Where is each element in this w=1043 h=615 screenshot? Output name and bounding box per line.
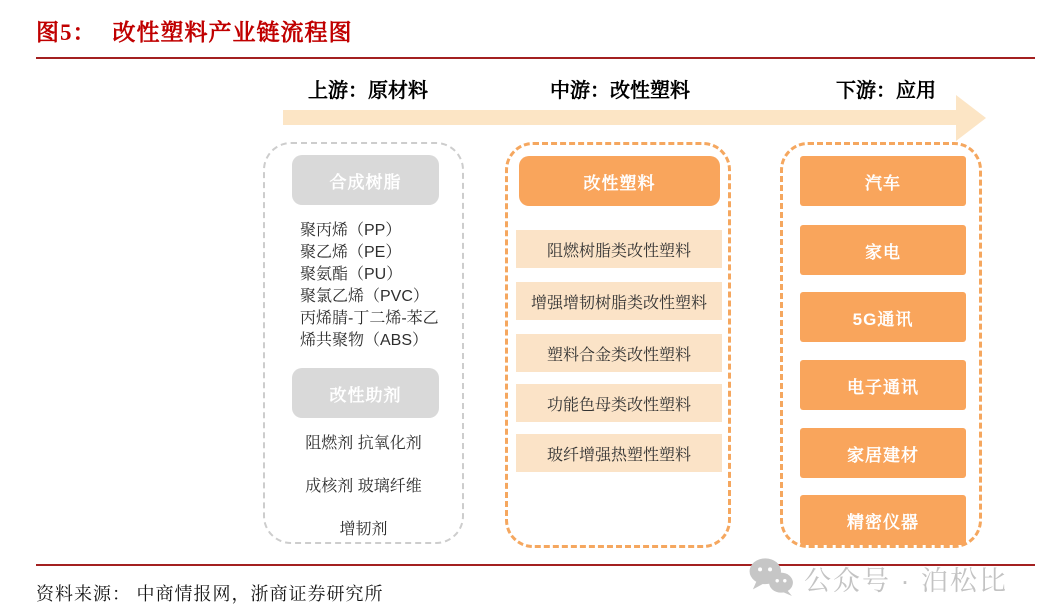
additive-list bbox=[265, 430, 462, 559]
source-attribution: 资料来源： 中商情报网，浙商证券研究所 bbox=[36, 584, 384, 604]
list-item: 聚乙烯（PE） bbox=[300, 244, 402, 261]
flow-arrow-head bbox=[956, 95, 986, 141]
list-item: 丙烯腈-丁二烯-苯乙 bbox=[300, 310, 439, 327]
downstream-item: 5G通讯 bbox=[800, 292, 966, 342]
figure-title-text: 改性塑料产业链流程图 bbox=[112, 20, 353, 45]
upstream-group-synthetic-resin: 合成树脂 bbox=[292, 155, 439, 205]
top-divider bbox=[36, 57, 1035, 59]
flow-arrow bbox=[283, 110, 956, 125]
watermark bbox=[748, 556, 1008, 601]
midstream-container bbox=[505, 142, 731, 548]
downstream-item: 电子通讯 bbox=[800, 360, 966, 410]
downstream-item: 家居建材 bbox=[800, 428, 966, 478]
midstream-item: 塑料合金类改性塑料 bbox=[516, 334, 722, 372]
upstream-container bbox=[263, 142, 464, 544]
watermark-text: 公众号 · 泊松比 bbox=[804, 566, 1008, 596]
midstream-item: 玻纤增强热塑性塑料 bbox=[516, 434, 722, 472]
list-item: 增韧剂 bbox=[339, 521, 388, 538]
figure-number: 图5： bbox=[36, 20, 97, 45]
figure-title bbox=[36, 14, 353, 47]
wechat-icon bbox=[748, 556, 794, 601]
list-item: 阻燃剂 抗氧化剂 bbox=[305, 435, 422, 452]
downstream-item: 家电 bbox=[800, 225, 966, 275]
upstream-group-additives: 改性助剂 bbox=[292, 368, 439, 418]
header-downstream: 下游：应用 bbox=[836, 80, 936, 102]
downstream-item: 精密仪器 bbox=[800, 495, 966, 545]
midstream-item: 功能色母类改性塑料 bbox=[516, 384, 722, 422]
midstream-item: 阻燃树脂类改性塑料 bbox=[516, 230, 722, 268]
midstream-item: 增强增韧树脂类改性塑料 bbox=[516, 282, 722, 320]
list-item: 聚氯乙烯（PVC） bbox=[300, 288, 429, 305]
list-item: 聚氨酯（PU） bbox=[300, 266, 403, 283]
midstream-title-chip: 改性塑料 bbox=[519, 156, 720, 206]
header-midstream: 中游：改性塑料 bbox=[550, 80, 690, 102]
header-upstream: 上游：原材料 bbox=[308, 80, 428, 102]
list-item: 聚丙烯（PP） bbox=[300, 222, 402, 239]
list-item: 成核剂 玻璃纤维 bbox=[305, 478, 422, 495]
resin-list bbox=[300, 220, 439, 352]
downstream-item: 汽车 bbox=[800, 156, 966, 206]
list-item: 烯共聚物（ABS） bbox=[300, 332, 429, 349]
downstream-container bbox=[780, 142, 982, 548]
